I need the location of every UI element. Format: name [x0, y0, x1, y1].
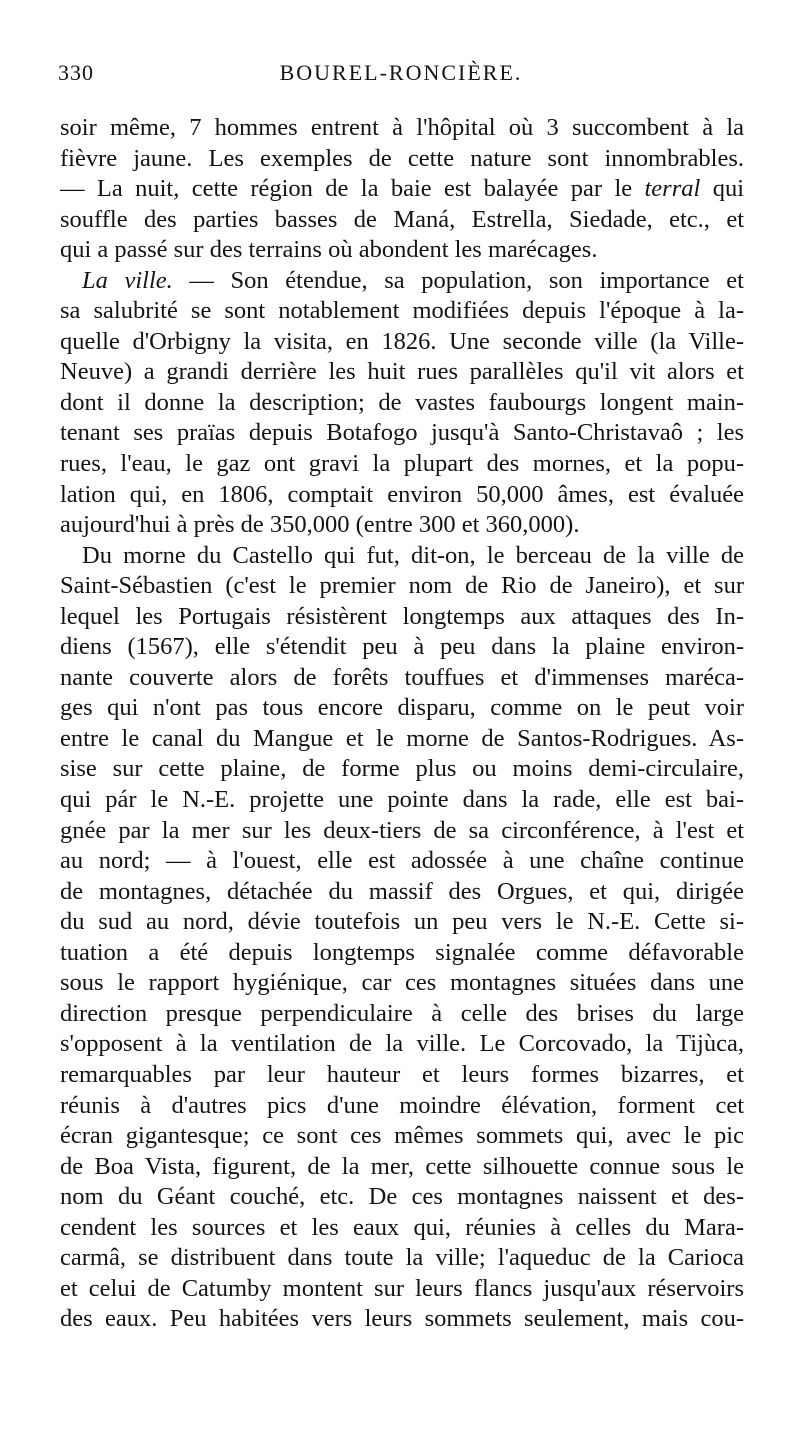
text-line: écran gigantesque; ce sont ces mêmes sommets qui, avec le pic: [60, 1122, 744, 1150]
running-head: BOUREL-RONCIÈRE.: [279, 60, 523, 85]
text-line: fièvre jaune. Les exemples de cette nature sont innombrables.: [60, 144, 744, 172]
text-line: qui a passé sur des terrains où abondent les marécages.: [60, 236, 598, 264]
italic-term: La ville.: [82, 266, 173, 294]
text-line: qui pár le N.-E. projette une pointe dans la rade, elle est bai-: [60, 786, 744, 814]
text-line: aujourd'hui à près de 350,000 (entre 300 et 360,000).: [60, 511, 580, 539]
italic-term: terral: [644, 175, 701, 203]
text-line: carmâ, se distribuent dans toute la ville; l'aqueduc de la Carioca: [60, 1244, 744, 1272]
text-line: gnée par la mer sur les deux-tiers de sa circonférence, à l'est et: [60, 816, 744, 844]
text-line: nom du Géant couché, etc. De ces montagnes naissent et des-: [60, 1183, 744, 1211]
text-line: cendent les sources et les eaux qui, réunies à celles du Mara-: [60, 1213, 744, 1241]
text-line: lequel les Portugais résistèrent longtemps aux attaques des In-: [60, 602, 744, 630]
text-line: réunis à d'autres pics d'une moindre élévation, forment cet: [60, 1091, 744, 1119]
text-line: remarquables par leur hauteur et leurs formes bizarres, et: [60, 1060, 744, 1088]
text-line: Saint-Sébastien (c'est le premier nom de Rio de Janeiro), et sur: [60, 572, 744, 600]
text-line: tenant ses praïas depuis Botafogo jusqu'à Santo-Christavaô ; les: [60, 419, 744, 447]
text-line: souffle des parties basses de Maná, Estrella, Siedade, etc., et: [60, 205, 744, 233]
text-line: La ville. — Son étendue, sa population, son importance et: [82, 266, 744, 294]
text-line: rues, l'eau, le gaz ont gravi la plupart des mornes, et la popu-: [60, 450, 744, 478]
text-line: s'opposent à la ventilation de la ville. Le Corcovado, la Tijùca,: [60, 1030, 744, 1058]
text-line: ges qui n'ont pas tous encore disparu, comme on le peut voir: [60, 694, 744, 722]
text-line: quelle d'Orbigny la visita, en 1826. Une seconde ville (la Ville-: [60, 327, 744, 355]
text-line: entre le canal du Mangue et le morne de Santos-Rodrigues. As-: [60, 724, 744, 752]
text-line: de Boa Vista, figurent, de la mer, cette silhouette connue sous le: [60, 1152, 744, 1180]
page-number: 330: [58, 60, 94, 85]
text-line: nante couverte alors de forêts touffues et d'immenses maréca-: [60, 663, 744, 691]
text-line: Neuve) a grandi derrière les huit rues parallèles qu'il vit alors et: [60, 358, 744, 386]
text-line: tuation a été depuis longtemps signalée comme défavorable: [60, 938, 744, 966]
text-line: du sud au nord, dévie toutefois un peu vers le N.-E. Cette si-: [60, 908, 744, 936]
text-line: diens (1567), elle s'étendit peu à peu dans la plaine environ-: [60, 633, 744, 661]
text-line: direction presque perpendiculaire à celle des brises du large: [60, 999, 744, 1027]
text-line: soir même, 7 hommes entrent à l'hôpital où 3 succombent à la: [60, 114, 744, 141]
text-line: — La nuit, cette région de la baie est balayée par le terral qui: [60, 175, 744, 203]
text-line: sous le rapport hygiénique, car ces montagnes situées dans une: [60, 969, 744, 997]
text-line: au nord; — à l'ouest, elle est adossée à une chaîne continue: [60, 847, 744, 875]
text-line: lation qui, en 1806, comptait environ 50,000 âmes, est évaluée: [60, 480, 744, 508]
body-text: [60, 113, 744, 1335]
page-header: [58, 60, 744, 94]
text-line: Du morne du Castello qui fut, dit-on, le berceau de la ville de: [82, 541, 744, 569]
text-line: dont il donne la description; de vastes faubourgs longent main-: [60, 388, 744, 416]
text-line: des eaux. Peu habitées vers leurs sommets seulement, mais cou-: [60, 1305, 744, 1333]
text-line: sa salubrité se sont notablement modifiées depuis l'époque à la-: [60, 297, 744, 325]
text-line: de montagnes, détachée du massif des Orgues, et qui, dirigée: [60, 877, 744, 905]
text-line: sise sur cette plaine, de forme plus ou moins demi-circulaire,: [60, 755, 744, 783]
text-line: et celui de Catumby montent sur leurs flancs jusqu'aux réservoirs: [60, 1274, 744, 1302]
